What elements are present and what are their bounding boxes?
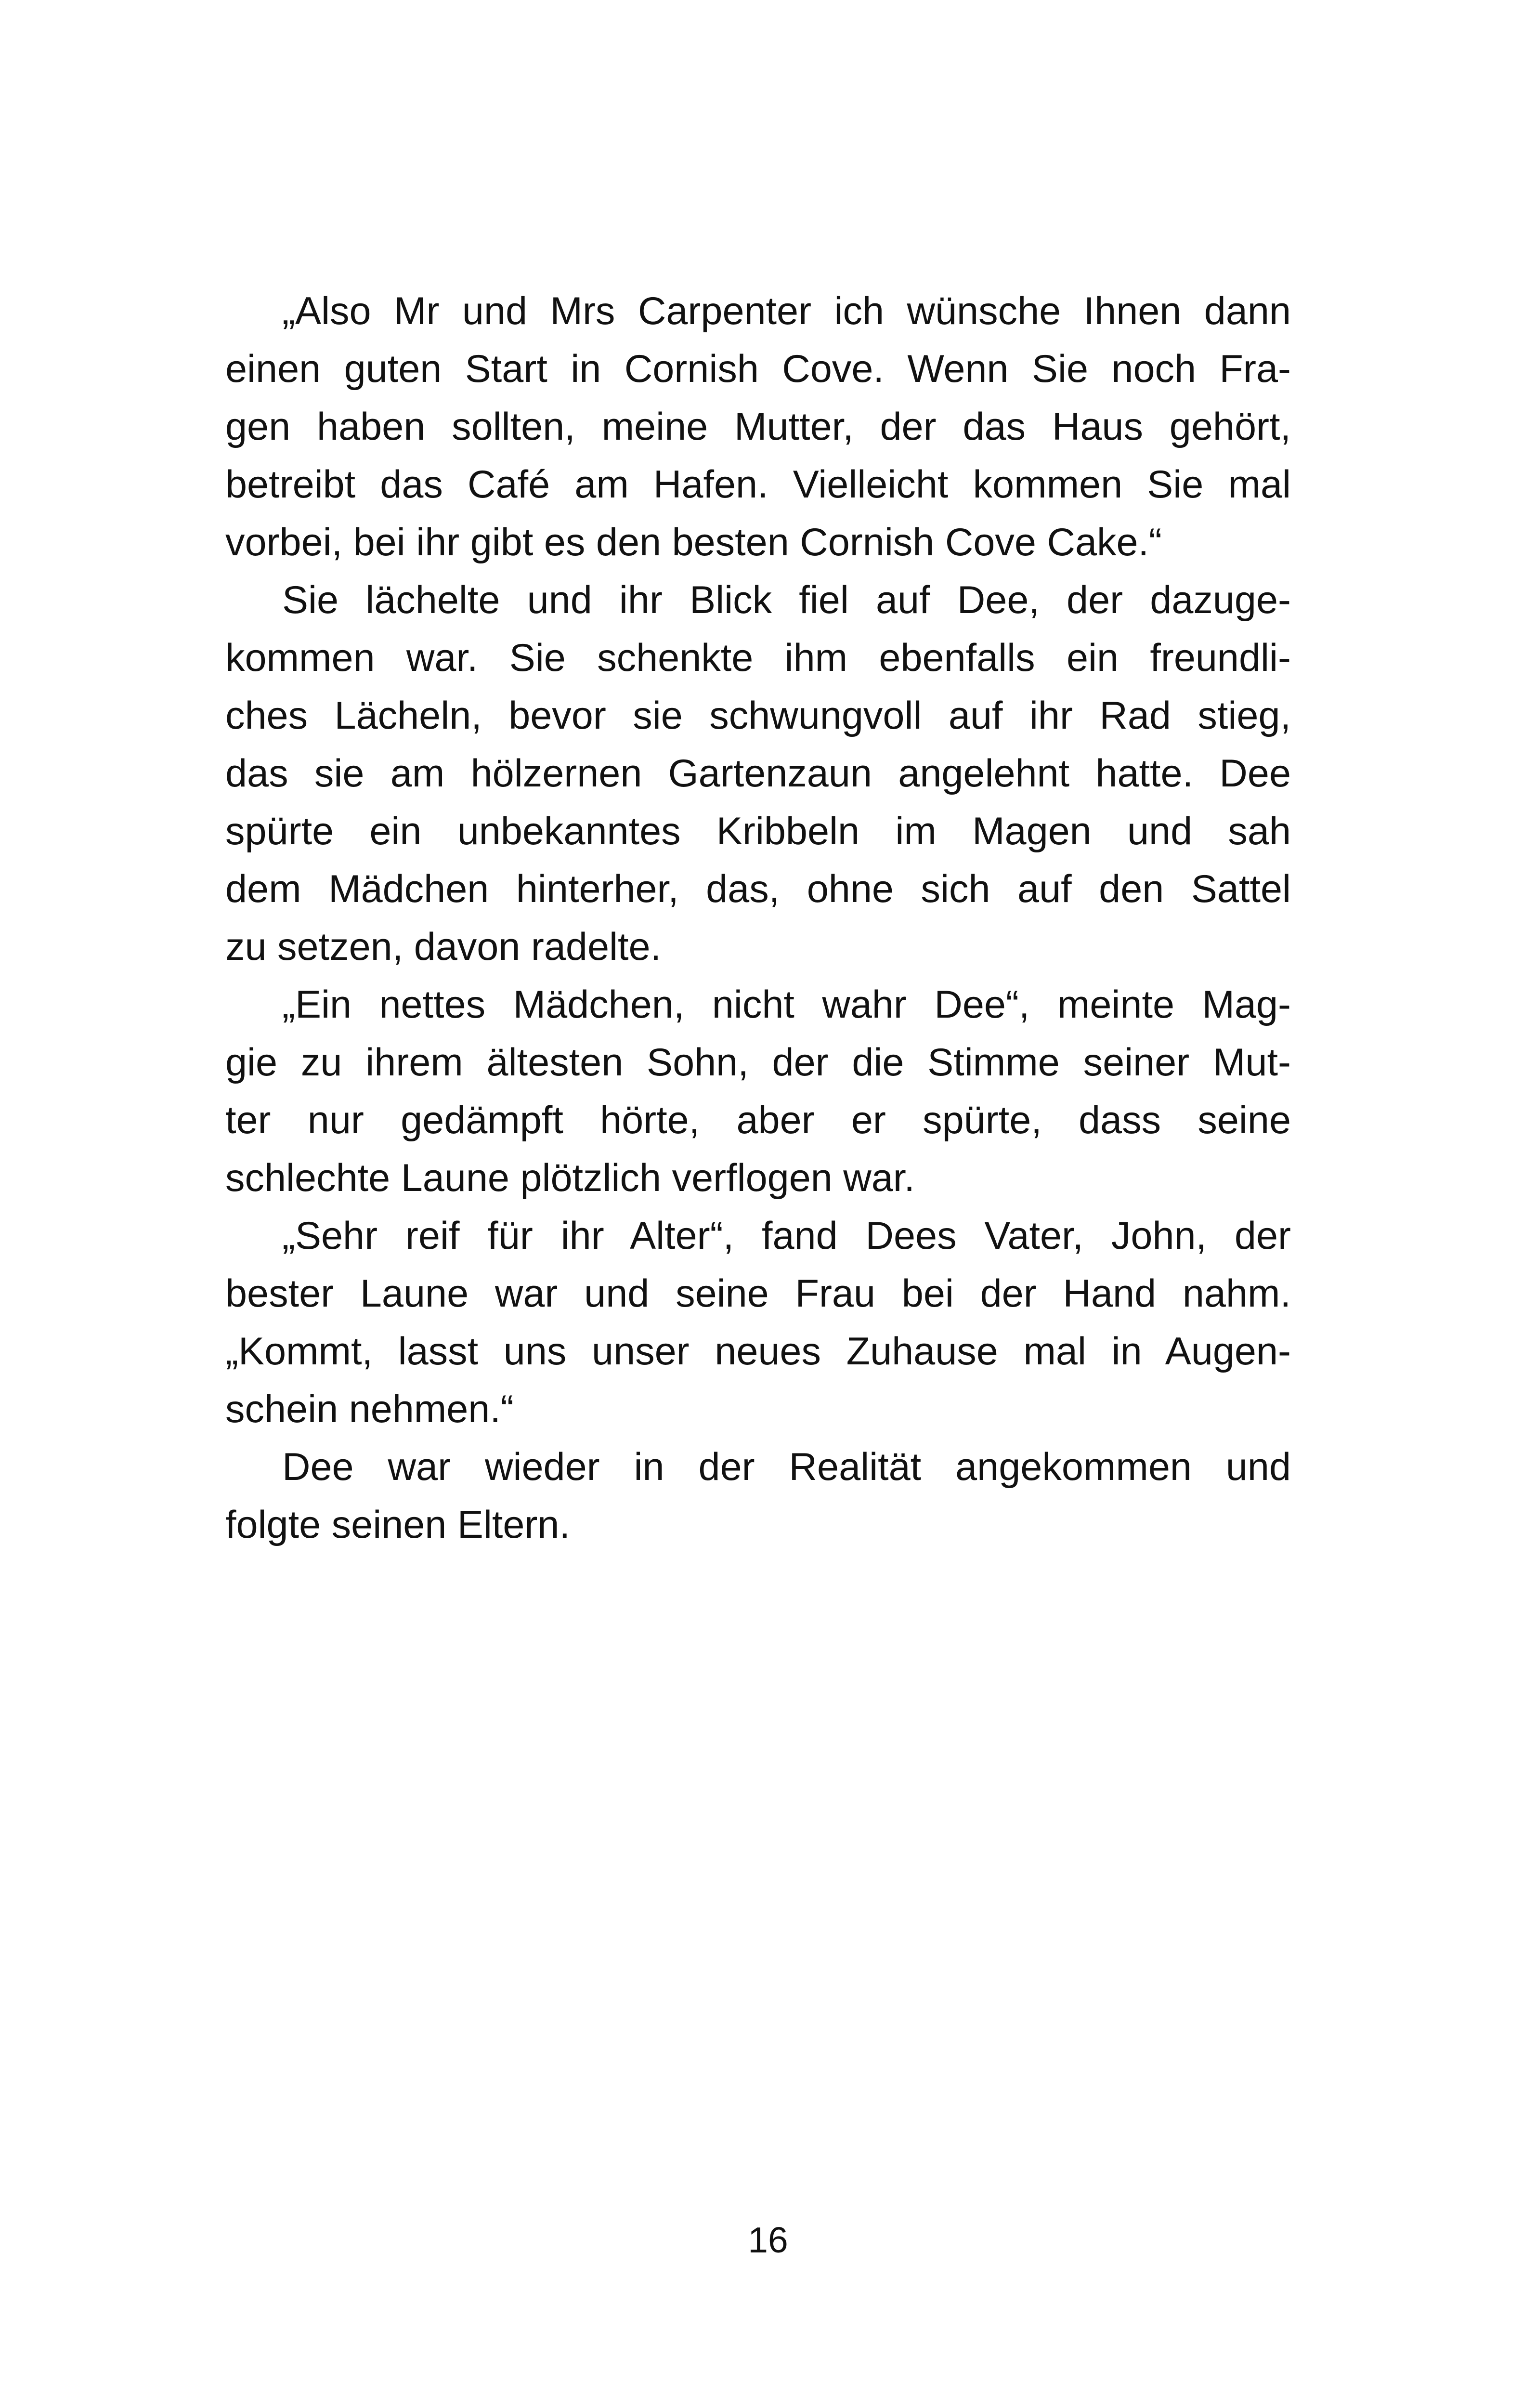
text-line: zu setzen, davon radelte. [225,925,662,968]
text-line: bester Laune war und seine Frau bei der Hand nahm. [225,1272,1291,1315]
paragraph-4 [225,1207,1291,1438]
paragraph-3 [225,976,1291,1207]
text-line: schlechte Laune plötzlich verflogen war. [225,1156,915,1200]
text-line: Dee war wieder in der Realität angekommen und [282,1445,1291,1489]
paragraph-5 [225,1438,1291,1554]
text-line: gen haben sollten, meine Mutter, der das Haus gehört, [225,405,1291,448]
text-line: dem Mädchen hinterher, das, ohne sich auf den Sattel [225,867,1291,911]
text-line: betreibt das Café am Hafen. Vielleicht kommen Sie mal [225,463,1291,506]
text-line: das sie am hölzernen Gartenzaun angelehnt hatte. Dee [225,752,1291,795]
text-line: folgte seinen Eltern. [225,1503,570,1546]
text-line: spürte ein unbekanntes Kribbeln im Magen und sah [225,810,1291,853]
text-line: ches Lächeln, bevor sie schwungvoll auf ihr Rad stieg, [225,694,1291,737]
text-line: gie zu ihrem ältesten Sohn, der die Stimme seiner Mut- [225,1041,1291,1084]
paragraph-2 [225,571,1291,976]
text-line: „Also Mr und Mrs Carpenter ich wünsche Ihnen dann [282,289,1291,333]
body-text [225,282,1291,1554]
page-number: 16 [748,2220,788,2260]
text-line: ter nur gedämpft hörte, aber er spürte, dass seine [225,1099,1291,1142]
text-line: „Kommt, lasst uns unser neues Zuhause mal in Augen- [225,1330,1291,1373]
text-line: vorbei, bei ihr gibt es den besten Cornish Cove Cake.“ [225,521,1162,564]
text-line: kommen war. Sie schenkte ihm ebenfalls ein freundli- [225,636,1291,680]
paragraph-1 [225,282,1291,571]
text-line: einen guten Start in Cornish Cove. Wenn Sie noch Fra- [225,347,1291,391]
text-line: „Ein nettes Mädchen, nicht wahr Dee“, meinte Mag- [282,983,1291,1026]
text-line: „Sehr reif für ihr Alter“, fand Dees Vater, John, der [282,1214,1291,1257]
text-line: schein nehmen.“ [225,1387,514,1431]
text-line: Sie lächelte und ihr Blick fiel auf Dee, der dazuge- [282,578,1291,622]
